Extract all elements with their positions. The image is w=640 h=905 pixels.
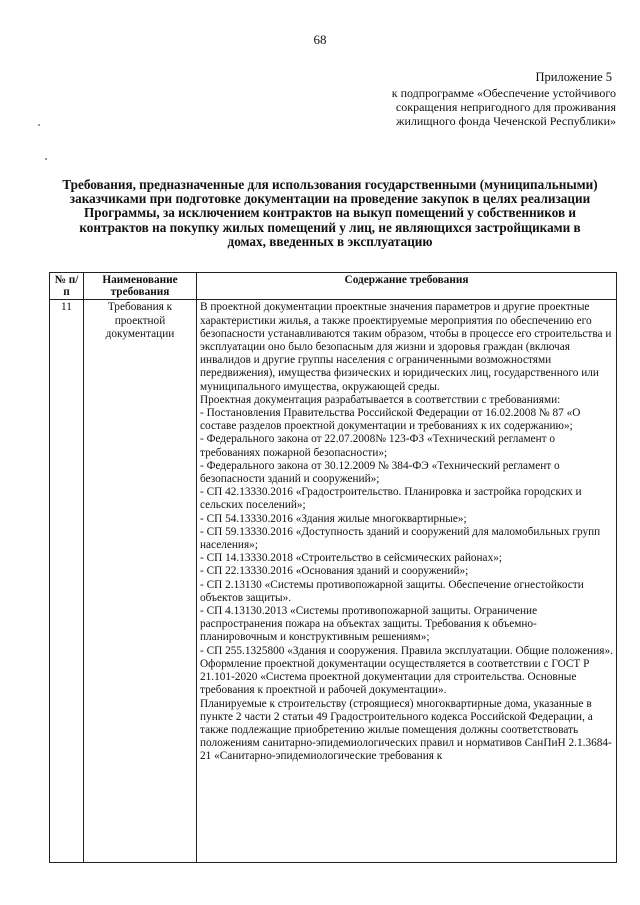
content-list-item: - СП 22.13330.2016 «Основания зданий и сооружений»; [200, 565, 469, 578]
content-list-item: - СП 59.13330.2016 «Доступность зданий и сооружений для маломобильных групп населения»; [200, 525, 601, 552]
document-title: Требования, предназначенные для использования государственными (муниципальными) заказчиками при подготовке документации на проведение закупок в целях реализации Программы, за исключением контрактов на выкуп помещений у собственников и контрактов на покупку жилых помещений у лиц, не являющихся застройщиками в домах, введенных в эксплуатацию [62, 177, 598, 249]
content-list-item: - Постановления Правительства Российской Федерации от 16.02.2008 № 87 «О составе разделов проектной документации и требованиях к их содержанию»; [200, 407, 581, 433]
scan-speck [38, 124, 40, 126]
table-row [50, 300, 617, 863]
header-number: № п/п [50, 273, 84, 300]
row-requirement-content [197, 300, 617, 863]
content-paragraph: Проектная документация разрабатывается в соответствии с требованиями: [200, 393, 561, 406]
row-number: 11 [50, 300, 84, 863]
scan-speck [45, 158, 47, 160]
requirements-table [49, 272, 617, 863]
content-list-item: - СП 4.13130.2013 «Системы противопожарной защиты. Ограничение распространения пожара на объектах защиты. Требования к объемно-планировочным и конструктивным решениям»; [200, 605, 538, 644]
row-requirement-name: Требования к проектной документации [84, 300, 197, 863]
content-list-item: - СП 2.13130 «Системы противопожарной защиты. Обеспечение огнестойкости объектов защиты». [200, 578, 584, 604]
appendix-reference: к подпрограмме «Обеспечение устойчивого сокращения непригодного для проживания жилищного фонда Чеченской Республики» [391, 86, 616, 128]
content-paragraph: Оформление проектной документации осуществляется в соответствии с ГОСТ Р 21.101-2020 «Система проектной документации для строительства. Основные требования к проектной и рабочей документации». [200, 657, 590, 697]
content-paragraph: Планируемые к строительству (строящиеся) многоквартирные дома, указанные в пункте 2 части 2 статьи 49 Градостроительного кодекса Российской Федерации, а также подлежащие приобретению жилые помещения должны соответствовать положениям санитарно-эпидемиологических правил и нормативов СанПиН 2.1.3684-21 «Санитарно-эпидемиологические требования к [200, 697, 612, 763]
content-list-item: - СП 54.13330.2016 «Здания жилые многоквартирные»; [200, 512, 467, 525]
header-requirement-name: Наименование требования [84, 273, 197, 300]
header-requirement-content: Содержание требования [197, 273, 617, 300]
page-number: 68 [313, 32, 327, 47]
appendix-title: Приложение 5 [535, 70, 612, 84]
content-list-item: - Федерального закона от 30.12.2009 № 384-ФЭ «Технический регламент о безопасности зданий и сооружений»; [200, 459, 560, 486]
content-paragraph: В проектной документации проектные значения параметров и другие проектные характеристики жилья, а также проектируемые мероприятия по обеспечению его безопасности устанавливаются таким образом, чтобы в процессе его строительства и эксплуатации оно было безопасным для жизни и здоровья граждан (включая инвалидов и другие группы населения с ограниченными возможностями передвижения), имущества физических и юридических лиц, государственного или муниципального имущества, окружающей среды. [200, 301, 612, 393]
content-list-item: - Федерального закона от 22.07.2008№ 123-ФЗ «Технический регламент о требованиях пожарной безопасности»; [200, 433, 556, 459]
table-header-row [50, 273, 617, 300]
content-list-item: - СП 255.1325800 «Здания и сооружения. Правила эксплуатации. Общие положения». [200, 644, 613, 657]
content-list-item: - СП 42.13330.2016 «Градостроительство. Планировка и застройка городских и сельских поселений»; [200, 486, 582, 512]
content-list-item: - СП 14.13330.2018 «Строительство в сейсмических районах»; [200, 552, 503, 565]
